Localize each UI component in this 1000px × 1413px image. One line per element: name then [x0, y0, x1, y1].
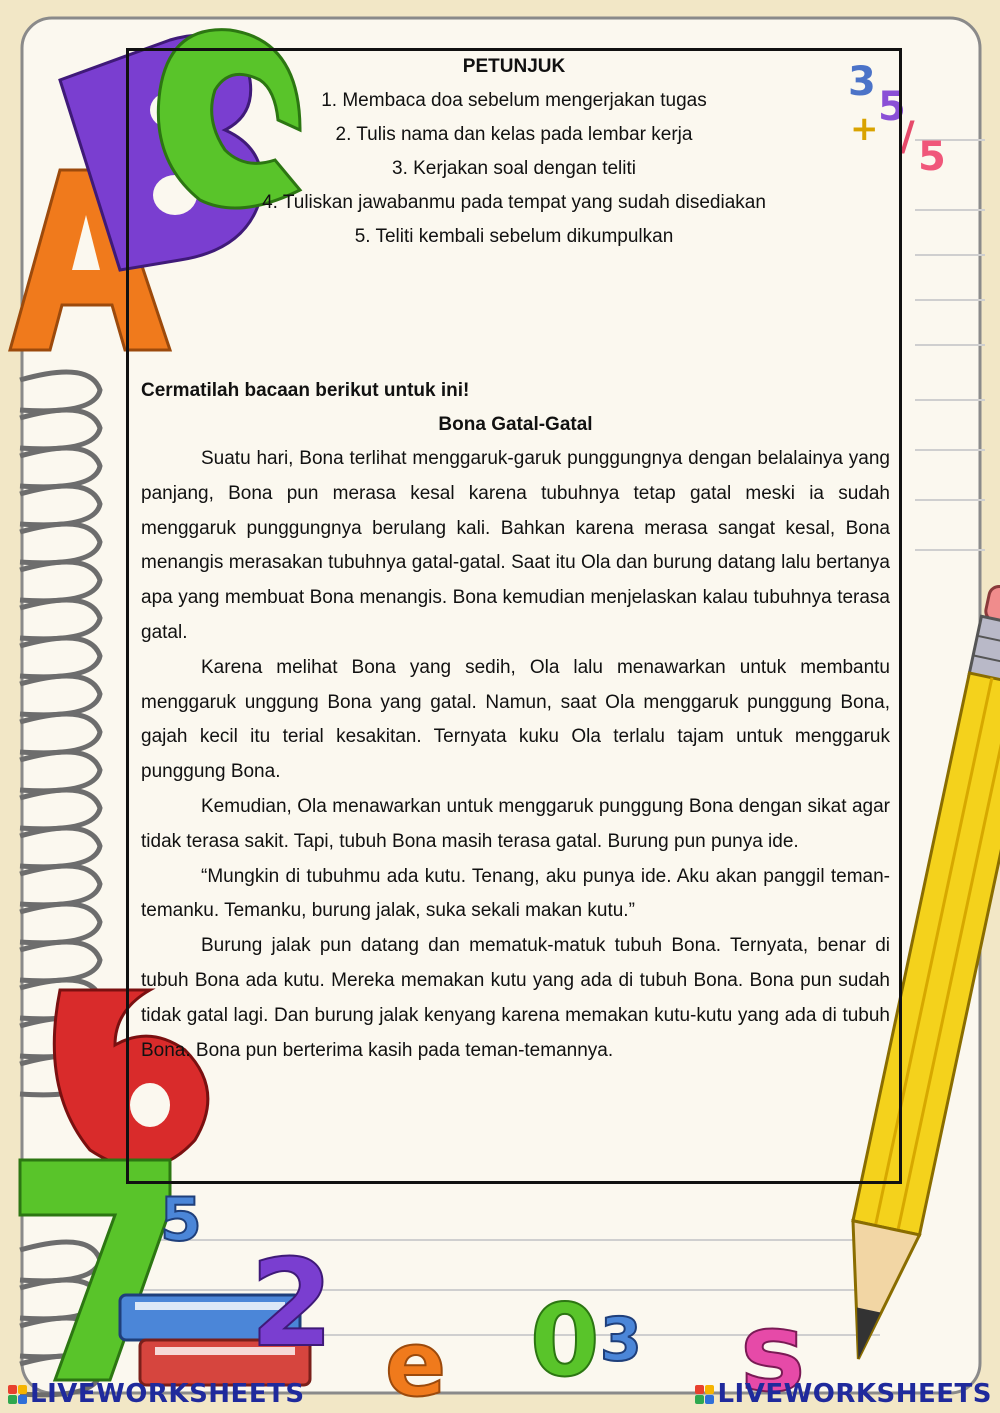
story-paragraph: Suatu hari, Bona terlihat menggaruk-garuk punggungnya dengan belalainya yang panjang, Bona pun merasa kesal karena tubuhnya tetap gatal meski ia sudah menggaruk punggungnya berulang kali. Bahkan karena merasa sangat kesal, Bona menangis merasakan tubuhnya gatal-gatal. Saat itu Ola dan burung datang lalu bertanya apa yang membuat Bona menangis. Bona kemudian menjelaskan kalau tubuhnya terasa gatal.: [141, 448, 890, 643]
instruction-item: 1. Membaca doa sebelum mengerjakan tugas: [321, 90, 707, 111]
number-3-shape: 3: [600, 1305, 642, 1375]
instruction-item: 3. Kerjakan soal dengan teliti: [392, 158, 636, 179]
reading-section: [141, 374, 890, 1068]
svg-text:+: +: [850, 109, 879, 149]
instruction-item: 2. Tulis nama dan kelas pada lembar kerja: [335, 124, 693, 145]
svg-text:/: /: [900, 114, 915, 160]
letter-s-shape: s: [740, 1288, 806, 1413]
story-paragraph: Kemudian, Ola menawarkan untuk menggaruk punggung Bona dengan sikat agar tidak terasa sakit. Tapi, tubuh Bona masih terasa gatal. Burung pun punya ide.: [141, 795, 890, 852]
instruction-item: 4. Tuliskan jawabanmu pada tempat yang sudah disediakan: [262, 192, 766, 213]
number-2-shape: 2: [250, 1235, 334, 1374]
svg-text:5: 5: [918, 134, 946, 180]
story-paragraph: Karena melihat Bona yang sedih, Ola lalu menawarkan untuk membantu menggaruk unggung Bona yang gatal. Namun, saat Ola menggaruk punggung Bona, gajah kecil itu terial kesakitan. Ternyata kuku Ola terlalu tajam untuk menggaruk punggung Bona.: [141, 656, 890, 783]
story-title: Bona Gatal-Gatal: [438, 414, 593, 435]
liveworksheets-icon: [695, 1385, 714, 1404]
svg-text:5: 5: [878, 84, 906, 130]
liveworksheets-icon: [8, 1385, 27, 1404]
letter-e-shape: e: [385, 1312, 447, 1413]
instructions-title: PETUNJUK: [462, 56, 566, 77]
number-0-shape: 0: [530, 1282, 600, 1399]
instruction-item: 5. Teliti kembali sebelum dikumpulkan: [354, 226, 674, 247]
instructions-section: [129, 52, 899, 260]
story-paragraph: “Mungkin di tubuhmu ada kutu. Tenang, aku punya ide. Aku akan panggil teman-temanku. Temanku, burung jalak, suka sekali makan kutu.”: [141, 865, 890, 922]
story-paragraph: Burung jalak pun datang dan mematuk-matuk tubuh Bona. Ternyata, benar di tubuh Bona ada kutu. Mereka memakan kutu yang ada di tubuh Bona. Bona pun sudah tidak gatal lagi. Dan burung jalak kenyang karena memakan kutu-kutu yang ada di tubuh Bona. Bona pun berterima kasih pada teman-temannya.: [141, 935, 890, 1061]
svg-text:3: 3: [848, 59, 876, 105]
reading-prompt: Cermatilah bacaan berikut untuk ini!: [141, 380, 470, 401]
number-5-small-shape: 5: [160, 1185, 202, 1255]
liveworksheets-logo-left: LIVEWORKSHEETS: [8, 1379, 305, 1409]
liveworksheets-logo-right: LIVEWORKSHEETS: [695, 1379, 992, 1409]
